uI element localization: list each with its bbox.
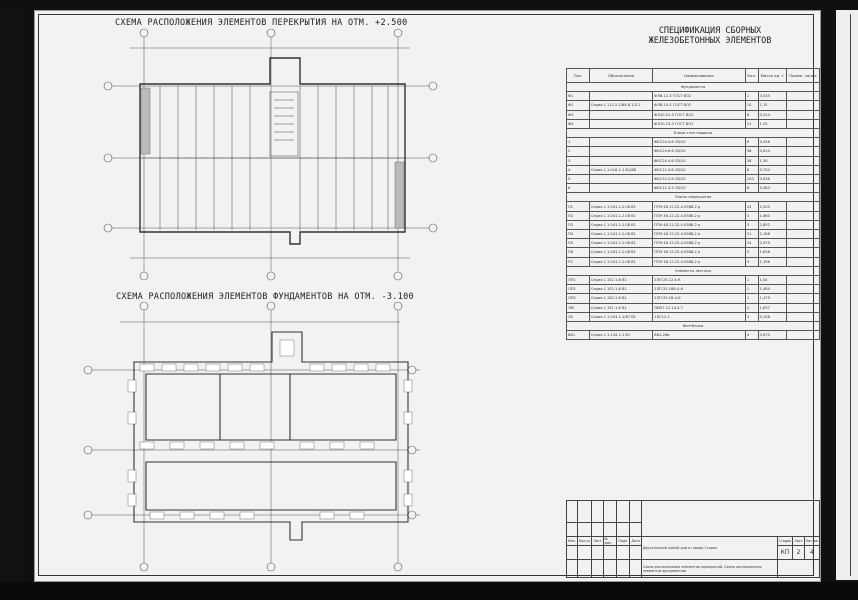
spec-cell-name: ФБС12.4.3 СВ/10 bbox=[653, 184, 746, 193]
spec-cell-mass: 1,15 bbox=[758, 101, 786, 110]
stamp-col-doc: № док. bbox=[603, 537, 617, 546]
spec-cell-note bbox=[786, 211, 819, 220]
spec-cell-code bbox=[589, 110, 652, 119]
spec-cell-code bbox=[589, 174, 652, 183]
spec-cell-mass: 1,196 bbox=[758, 257, 786, 266]
spec-cell-mass: 1,860 bbox=[758, 211, 786, 220]
spec-cell-code bbox=[589, 156, 652, 165]
spec-row bbox=[567, 101, 820, 110]
stamp-sheet-label: Лист bbox=[793, 537, 804, 546]
foundation-plan-title: СХЕМА РАСПОЛОЖЕНИЯ ЭЛЕМЕНТОВ ФУНДАМЕНТОВ НА ОТМ. -3.100 bbox=[116, 292, 414, 302]
spec-cell-note bbox=[786, 239, 819, 248]
spec-header-code: Обозначение bbox=[589, 69, 652, 83]
spec-cell-qty: 21 bbox=[745, 119, 758, 128]
foundation-axes bbox=[90, 308, 420, 565]
spec-row bbox=[567, 266, 820, 275]
spec-group-label: Плиты перекрытия bbox=[567, 193, 820, 202]
spec-cell-name: ФЛ10.12-3 ГОСТ ВО2 bbox=[653, 110, 746, 119]
spec-cell-name: ФБС24.4.6 СВ/10 bbox=[653, 156, 746, 165]
spec-cell-name: ПТМ 48.15.22-4.0588-2 р bbox=[653, 230, 746, 239]
spec-cell-note bbox=[786, 147, 819, 156]
stamp-stage: КП bbox=[777, 546, 793, 560]
spec-cell-code: Серия 1.1.041.1-2.08 В1 bbox=[589, 230, 652, 239]
spec-row bbox=[567, 211, 820, 220]
spec-row bbox=[567, 138, 820, 147]
spec-cell-qty: 3 bbox=[745, 220, 758, 229]
spec-cell-pos: Ф2 bbox=[567, 101, 590, 110]
spec-cell-code: Серия 1.1.041.1-2.08 В1 bbox=[589, 220, 652, 229]
spec-cell-qty: 38 bbox=[745, 156, 758, 165]
spec-cell-pos: 5 bbox=[567, 174, 590, 183]
spec-cell-qty: 1 bbox=[745, 275, 758, 284]
spec-row bbox=[567, 248, 820, 257]
spec-cell-name: ПТМ 36.12.22-4.0588-2 р bbox=[653, 211, 746, 220]
spec-row bbox=[567, 147, 820, 156]
floor-slabs bbox=[140, 86, 405, 230]
spec-cell-code: Серия 1.152.1-8 В1 bbox=[589, 285, 652, 294]
spec-cell-note bbox=[786, 156, 819, 165]
stamp-col-sign: Подп. bbox=[617, 537, 630, 546]
spec-cell-pos: ЛП3 bbox=[567, 294, 590, 303]
spec-row bbox=[567, 193, 820, 202]
spec-cell-name: ПТМ 48.12.22-4.0588-2 р bbox=[653, 220, 746, 229]
spec-cell-mass: 0,704 bbox=[758, 165, 786, 174]
spec-group-label: Вентблоки bbox=[567, 321, 820, 330]
spec-cell-qty: 6 bbox=[745, 110, 758, 119]
hatched-wall-right bbox=[395, 162, 404, 228]
spec-cell-name: ФЛ8.24-3 ГОСТ ВО2 bbox=[653, 101, 746, 110]
spec-cell-code bbox=[589, 119, 652, 128]
spec-row bbox=[567, 331, 820, 340]
spec-row bbox=[567, 174, 820, 183]
spec-cell-note bbox=[786, 257, 819, 266]
spec-row bbox=[567, 110, 820, 119]
spec-cell-pos: 4 bbox=[567, 165, 590, 174]
spec-row bbox=[567, 230, 820, 239]
spec-cell-mass: 1,637 bbox=[758, 303, 786, 312]
spec-cell-code bbox=[589, 138, 652, 147]
spec-cell-note bbox=[786, 248, 819, 257]
spec-cell-mass: 0,870 bbox=[758, 331, 786, 340]
spec-row bbox=[567, 257, 820, 266]
spec-cell-qty: 3 bbox=[745, 257, 758, 266]
spec-cell-mass: 1,638 bbox=[758, 248, 786, 257]
stamp-col-change: Изм. bbox=[567, 537, 578, 546]
spec-cell-mass: 1,04 bbox=[758, 275, 786, 284]
spec-cell-name: ВБ4-28в bbox=[653, 331, 746, 340]
spec-cell-pos: П1 bbox=[567, 202, 590, 211]
spec-cell-pos: 1 bbox=[567, 138, 590, 147]
spec-cell-code: Серия 1.1.041.1-2.08 В1 bbox=[589, 202, 652, 211]
hatched-wall-left bbox=[141, 88, 150, 154]
spec-row bbox=[567, 83, 820, 92]
spec-cell-pos: П5 bbox=[567, 239, 590, 248]
spec-cell-note bbox=[786, 138, 819, 147]
spec-cell-code: Серия 1.1.041.1-2.08 В1 bbox=[589, 248, 652, 257]
spec-row bbox=[567, 202, 820, 211]
spec-row bbox=[567, 303, 820, 312]
spec-cell-pos: Ф3 bbox=[567, 110, 590, 119]
spec-row bbox=[567, 165, 820, 174]
spec-row bbox=[567, 184, 820, 193]
spec-cell-mass: 0,535 bbox=[758, 92, 786, 101]
spec-cell-name: 1ЛС12-1 bbox=[653, 312, 746, 321]
spec-header-note: Приме- чание bbox=[786, 69, 819, 83]
spec-cell-mass: 1,480 bbox=[758, 285, 786, 294]
spec-cell-note bbox=[786, 165, 819, 174]
spec-table bbox=[566, 68, 820, 340]
spec-row bbox=[567, 321, 820, 330]
spec-cell-name: ПТМ 38.12.22-4.0588-2 р bbox=[653, 257, 746, 266]
spec-cell-name: ПТМ 48.15.22-4.0588-2 р bbox=[653, 239, 746, 248]
spec-cell-name: ФЛ8.12-3 ГОСТ ВО2 bbox=[653, 92, 746, 101]
spec-cell-code bbox=[589, 184, 652, 193]
spec-cell-pos: П3 bbox=[567, 220, 590, 229]
spec-header-qty: Кол. bbox=[745, 69, 758, 83]
spec-cell-qty: 8 bbox=[745, 165, 758, 174]
spec-cell-pos: Ф1 bbox=[567, 92, 590, 101]
spec-cell-mass: 2,168 bbox=[758, 230, 786, 239]
spec-row bbox=[567, 119, 820, 128]
spec-cell-note bbox=[786, 110, 819, 119]
spec-cell-name: ПТМ 48.15.22-4.0588-2 р bbox=[653, 202, 746, 211]
spec-row bbox=[567, 128, 820, 137]
spec-cell-note bbox=[786, 285, 819, 294]
spec-cell-qty: 24 bbox=[745, 239, 758, 248]
spec-cell-pos: 2 bbox=[567, 147, 590, 156]
spec-row bbox=[567, 312, 820, 321]
spec-cell-qty: 21 bbox=[745, 230, 758, 239]
spec-cell-qty: 6 bbox=[745, 138, 758, 147]
spec-cell-name: 2ЛП 25.18-4-К bbox=[653, 294, 746, 303]
spec-cell-qty: 2 bbox=[745, 303, 758, 312]
foundation-blocks bbox=[128, 340, 412, 519]
spec-cell-name: ФБС12.4.6 СВ/10 bbox=[653, 165, 746, 174]
spec-cell-qty: 4 bbox=[745, 331, 758, 340]
spec-cell-mass: 0,638 bbox=[758, 174, 786, 183]
spec-cell-qty: 24 bbox=[745, 202, 758, 211]
spec-cell-qty: 1 bbox=[745, 285, 758, 294]
spec-cell-note bbox=[786, 331, 819, 340]
spec-cell-note bbox=[786, 174, 819, 183]
spec-cell-mass: 0,108 bbox=[758, 312, 786, 321]
spec-cell-name: ФЛ10.24-3 ГОСТ ВО2 bbox=[653, 119, 746, 128]
spec-header-pos: Поз. bbox=[567, 69, 590, 83]
spec-cell-mass: 0,524 bbox=[758, 110, 786, 119]
spec-cell-pos: ЛП2 bbox=[567, 285, 590, 294]
stamp-sheet: 2 bbox=[793, 546, 804, 560]
spec-cell-pos: П6 bbox=[567, 248, 590, 257]
spec-cell-mass: 0,383 bbox=[758, 184, 786, 193]
spec-row bbox=[567, 220, 820, 229]
spec-cell-pos: П4 bbox=[567, 230, 590, 239]
spec-header-row bbox=[567, 69, 820, 83]
spec-header-name: Наименование bbox=[653, 69, 746, 83]
spec-cell-note bbox=[786, 220, 819, 229]
spec-title-line2: ЖЕЛЕЗОБЕТОННЫХ ЭЛЕМЕНТОВ bbox=[648, 36, 772, 46]
spec-cell-qty: 3 bbox=[745, 312, 758, 321]
spec-row bbox=[567, 285, 820, 294]
spec-group-label: Элементы лестниц bbox=[567, 266, 820, 275]
spec-cell-name: ФБС12.5.6 СВ/10 bbox=[653, 174, 746, 183]
stamp-sheets-label: Листов bbox=[804, 537, 819, 546]
spec-cell-name: ЛМ27.12.14-4-Т bbox=[653, 303, 746, 312]
spec-cell-note bbox=[786, 275, 819, 284]
spec-row bbox=[567, 156, 820, 165]
spec-cell-pos: 3 bbox=[567, 156, 590, 165]
spec-title-line1: СПЕЦИФИКАЦИЯ СБОРНЫХ bbox=[658, 26, 762, 36]
spec-cell-qty: 3 bbox=[745, 248, 758, 257]
spec-cell-qty: 1 bbox=[745, 92, 758, 101]
spec-cell-mass: 2,200 bbox=[758, 202, 786, 211]
spec-cell-mass: 0,438 bbox=[758, 138, 786, 147]
spec-cell-note bbox=[786, 230, 819, 239]
spec-cell-code: Серия 1.1.041.1-2.08 В1 bbox=[589, 239, 652, 248]
spec-cell-name: 2ЛП 25.18В-4-К bbox=[653, 285, 746, 294]
spec-cell-note bbox=[786, 202, 819, 211]
floor-plan-title: СХЕМА РАСПОЛОЖЕНИЯ ЭЛЕМЕНТОВ ПЕРЕКРЫТИЯ НА ОТМ. +2.500 bbox=[115, 18, 408, 28]
spec-cell-mass: 1,52 bbox=[758, 119, 786, 128]
spec-cell-qty: 1 bbox=[745, 294, 758, 303]
stamp-sheet-title: Схема расположения элементов перекрытий. Схема расположения элементов фундаментов bbox=[641, 560, 777, 578]
spec-title bbox=[600, 26, 820, 46]
title-block bbox=[566, 500, 820, 578]
spec-cell-code: Серия 1.1.053.1-1/87 В1 bbox=[589, 312, 652, 321]
spec-cell-note bbox=[786, 101, 819, 110]
spec-cell-pos: ЛМ bbox=[567, 303, 590, 312]
stamp-stage-label: Стадия bbox=[777, 537, 793, 546]
spec-cell-mass: 1,30 bbox=[758, 156, 786, 165]
spec-cell-pos: ЛС bbox=[567, 312, 590, 321]
spec-cell-mass: 2,975 bbox=[758, 239, 786, 248]
spec-cell-code: Серия 1.1.041.1-2.08 В1 bbox=[589, 211, 652, 220]
spec-cell-code: Серия 1.151.1-6 В1 bbox=[589, 303, 652, 312]
spec-row bbox=[567, 92, 820, 101]
spec-row bbox=[567, 294, 820, 303]
stamp-object-name: Двухэтажный жилой дом в городе Старая bbox=[641, 537, 777, 560]
spec-cell-code: Серия 1.1.134.1-1 В1 bbox=[589, 331, 652, 340]
stamp-col-date: Дата bbox=[630, 537, 642, 546]
stamp-sheets: 4 bbox=[804, 546, 819, 560]
spec-cell-qty: 3 bbox=[745, 211, 758, 220]
spec-cell-qty: 38 bbox=[745, 147, 758, 156]
spec-cell-qty: 10 bbox=[745, 101, 758, 110]
spec-cell-name: ПТМ 38.15.22-4.0588-2 р bbox=[653, 248, 746, 257]
spec-group-label: Блоки стен подвала bbox=[567, 128, 820, 137]
spec-cell-mass: 0,614 bbox=[758, 147, 786, 156]
spec-row bbox=[567, 239, 820, 248]
spec-cell-code: Серия 1.152.1-8 В1 bbox=[589, 294, 652, 303]
spec-cell-pos: ВБ1 bbox=[567, 331, 590, 340]
spec-cell-pos: П7 bbox=[567, 257, 590, 266]
spec-cell-pos: 6 bbox=[567, 184, 590, 193]
spec-cell-note bbox=[786, 312, 819, 321]
spec-cell-name: ФБС24.4.6 СВ/10 bbox=[653, 138, 746, 147]
spec-cell-note bbox=[786, 294, 819, 303]
spec-cell-note bbox=[786, 184, 819, 193]
stamp-col-count: Кол.уч bbox=[577, 537, 591, 546]
spec-cell-qty: 100 bbox=[745, 174, 758, 183]
spec-cell-mass: 1,479 bbox=[758, 294, 786, 303]
spec-cell-code bbox=[589, 147, 652, 156]
spec-cell-code bbox=[589, 92, 652, 101]
spec-header-mass: Масса ед. т bbox=[758, 69, 786, 83]
stamp-col-sheet: Лист bbox=[592, 537, 603, 546]
spec-cell-note bbox=[786, 119, 819, 128]
spec-cell-mass: 2,852 bbox=[758, 220, 786, 229]
spec-cell-code: Серия 1.1.016.1-1 В1/88 bbox=[589, 165, 652, 174]
spec-cell-note bbox=[786, 92, 819, 101]
spec-cell-qty: 6 bbox=[745, 184, 758, 193]
spec-cell-name: ФБС24.6.6 СВ/10 bbox=[653, 147, 746, 156]
spec-cell-code: Серия 1.152.1-8 В1 bbox=[589, 275, 652, 284]
spec-cell-code: Серия 1.1.041.1-2.08 В1 bbox=[589, 257, 652, 266]
spec-cell-code: Серия 1.112.5-1/88 В.1/3.2 bbox=[589, 101, 652, 110]
spec-cell-pos: П2 bbox=[567, 211, 590, 220]
bottom-dark-bar bbox=[0, 582, 858, 600]
spec-group-label: Фундаменты bbox=[567, 83, 820, 92]
spec-body bbox=[567, 83, 820, 340]
spec-cell-pos: Ф4 bbox=[567, 119, 590, 128]
spec-cell-name: 2ЛП 25.12.4-К bbox=[653, 275, 746, 284]
spec-cell-note bbox=[786, 303, 819, 312]
spec-cell-pos: ЛП1 bbox=[567, 275, 590, 284]
spec-row bbox=[567, 275, 820, 284]
